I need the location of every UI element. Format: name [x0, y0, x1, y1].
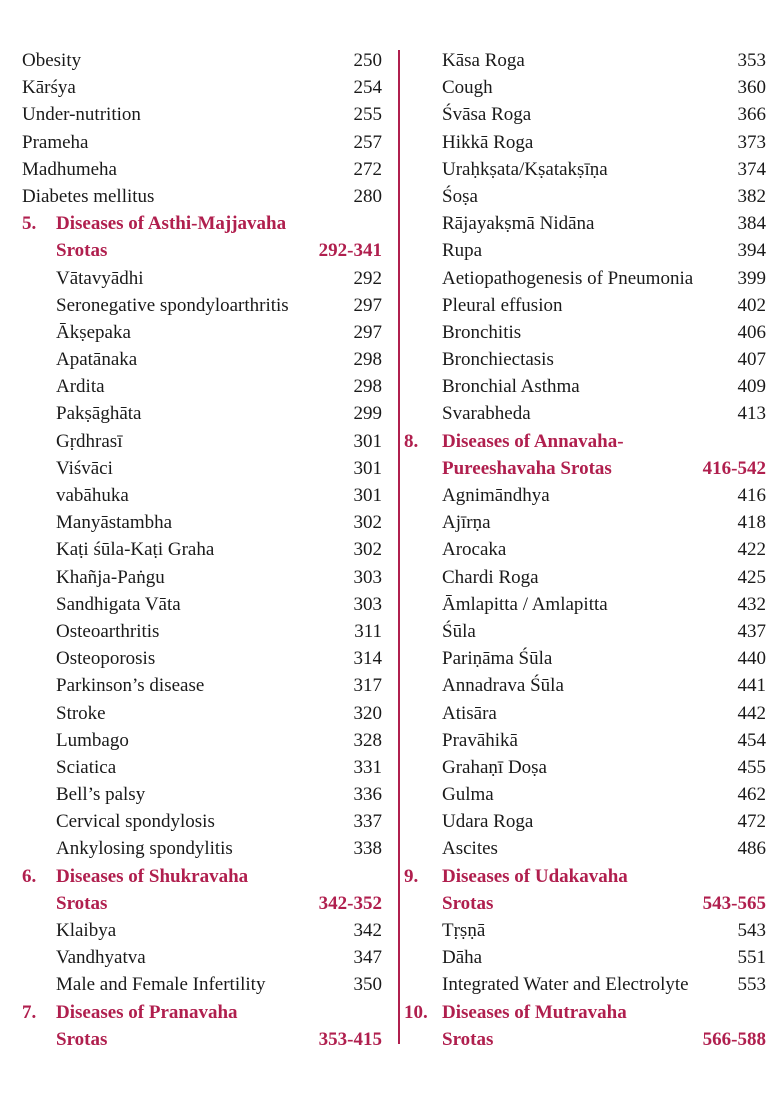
toc-entry-row — [396, 129, 780, 156]
toc-entry-row — [0, 727, 386, 754]
section-title: Diseases of Asthi-Majjavaha — [56, 213, 287, 235]
entry-page-number: 402 — [737, 294, 766, 316]
entry-page-number: 338 — [353, 838, 382, 860]
entry-page-number: 254 — [353, 77, 382, 99]
entry-page-number: 292 — [353, 267, 382, 289]
toc-entry-row — [0, 781, 386, 808]
entry-label: Hikkā Roga — [442, 131, 534, 153]
entry-label: Male and Female Infertility — [56, 974, 266, 996]
entry-page-number: 416 — [737, 485, 766, 506]
entry-page-number: 337 — [353, 811, 382, 833]
entry-label: Bronchial Asthma — [442, 376, 580, 398]
entry-page-number: 350 — [353, 974, 382, 996]
entry-label: Grahaṇī Doṣa — [442, 756, 547, 778]
entry-page-number: 455 — [737, 756, 766, 778]
entry-label: Bronchiectasis — [442, 349, 554, 371]
entry-label: Rupa — [442, 240, 483, 262]
entry-label: Stroke — [56, 702, 106, 724]
entry-label: Diabetes mellitus — [22, 185, 155, 207]
entry-page-number: 374 — [737, 158, 766, 180]
toc-entry-row — [0, 319, 386, 346]
toc-heading-row — [396, 428, 780, 455]
toc-heading-row — [0, 863, 386, 890]
toc-entry-row — [396, 917, 780, 944]
entry-label: Ardita — [56, 376, 105, 398]
toc-heading-row — [396, 1026, 780, 1053]
entry-label: Sciatica — [56, 756, 117, 778]
entry-label: Sandhigata Vāta — [56, 593, 181, 615]
entry-label: Udara Roga — [442, 811, 534, 833]
section-title: Diseases of Pranavaha — [56, 1001, 238, 1023]
entry-page-number: 299 — [353, 403, 382, 425]
entry-page-number: 454 — [737, 729, 766, 751]
toc-entry-row — [0, 129, 386, 156]
section-page-range: 342-352 — [318, 892, 382, 914]
entry-page-number: 462 — [737, 784, 766, 806]
entry-page-number: 382 — [737, 185, 766, 207]
toc-entry-row — [396, 346, 780, 373]
entry-label: Khañja-Paṅgu — [56, 566, 165, 588]
toc-entry-row — [0, 536, 386, 563]
entry-page-number: 425 — [737, 566, 766, 588]
toc-entry-row — [396, 482, 780, 509]
toc-entry-row — [0, 455, 386, 482]
toc-entry-row — [396, 74, 780, 101]
entry-label: Madhumeha — [22, 158, 117, 180]
toc-heading-row — [0, 999, 386, 1026]
toc-entry-row — [396, 835, 780, 862]
entry-page-number: 472 — [737, 811, 766, 833]
toc-entry-row — [0, 700, 386, 727]
toc-entry-row — [396, 156, 780, 183]
toc-entry-row — [396, 373, 780, 400]
entry-label: vabāhuka — [56, 485, 129, 506]
section-number: 6. — [22, 865, 37, 887]
entry-page-number: 347 — [353, 947, 382, 969]
entry-page-number: 432 — [737, 593, 766, 615]
toc-entry-row — [0, 971, 386, 998]
entry-label: Apatānaka — [56, 349, 138, 371]
toc-heading-row — [0, 210, 386, 237]
entry-label: Rājayakṣmā Nidāna — [442, 213, 595, 235]
section-title: Pureeshavaha Srotas — [442, 457, 612, 479]
toc-entry-row — [0, 428, 386, 455]
entry-label: Cough — [442, 77, 493, 99]
entry-label: Āmlapitta / Amlapitta — [442, 593, 608, 615]
entry-page-number: 302 — [353, 512, 382, 534]
section-title: Diseases of Shukravaha — [56, 865, 249, 887]
entry-page-number: 437 — [737, 620, 766, 642]
entry-page-number: 331 — [353, 756, 382, 778]
toc-entry-row — [0, 808, 386, 835]
entry-label: Ākṣepaka — [56, 321, 131, 343]
entry-label: Ascites — [442, 838, 498, 860]
toc-entry-row — [396, 645, 780, 672]
toc-entry-row — [396, 101, 780, 128]
entry-label: Vandhyatva — [56, 947, 146, 969]
toc-entry-row — [396, 509, 780, 536]
toc-entry-row — [0, 373, 386, 400]
toc-entry-row — [0, 101, 386, 128]
toc-heading-row — [0, 1026, 386, 1053]
entry-label: Seronegative spondyloarthritis — [56, 294, 289, 316]
entry-page-number: 551 — [737, 947, 766, 969]
section-title: Srotas — [442, 892, 494, 914]
entry-label: Chardi Roga — [442, 566, 539, 588]
section-title: Srotas — [56, 1028, 108, 1050]
entry-label: Vātavyādhi — [56, 267, 144, 289]
toc-entry-row — [0, 754, 386, 781]
toc-entry-row — [396, 319, 780, 346]
toc-entry-row — [0, 835, 386, 862]
entry-page-number: 553 — [737, 974, 766, 996]
toc-entry-row — [396, 210, 780, 237]
toc-entry-row — [0, 292, 386, 319]
section-title: Diseases of Mutravaha — [442, 1001, 627, 1023]
entry-label: Śūla — [442, 620, 476, 642]
toc-entry-row — [396, 536, 780, 563]
entry-label: Viśvāci — [56, 457, 113, 479]
entry-label: Pariṇāma Śūla — [442, 648, 553, 670]
entry-label: Svarabheda — [442, 403, 531, 425]
entry-label: Uraḥkṣata/Kṣatakṣīṇa — [442, 158, 608, 180]
entry-label: Agnimāndhya — [442, 485, 550, 506]
toc-entry-row — [396, 754, 780, 781]
entry-page-number: 302 — [353, 539, 382, 561]
section-title: Srotas — [56, 240, 108, 262]
entry-page-number: 280 — [353, 185, 382, 207]
entry-page-number: 366 — [737, 104, 766, 126]
toc-entry-row — [0, 672, 386, 699]
toc-entry-row — [396, 591, 780, 618]
toc-left-column — [0, 47, 386, 1053]
entry-label: Kārśya — [22, 77, 76, 99]
entry-page-number: 441 — [737, 675, 766, 697]
toc-entry-row — [396, 400, 780, 427]
toc-entry-row — [0, 482, 386, 509]
entry-label: Śoṣa — [442, 185, 478, 207]
entry-page-number: 298 — [353, 376, 382, 398]
entry-page-number: 543 — [737, 920, 766, 941]
section-number: 5. — [22, 213, 37, 235]
entry-label: Bell’s palsy — [56, 784, 146, 806]
entry-page-number: 303 — [353, 593, 382, 615]
section-title: Srotas — [442, 1028, 494, 1050]
toc-entry-row — [396, 47, 780, 74]
entry-page-number: 409 — [737, 376, 766, 398]
toc-entry-row — [396, 564, 780, 591]
entry-label: Ankylosing spondylitis — [56, 838, 233, 860]
section-page-range: 566-588 — [702, 1028, 766, 1050]
entry-label: Osteoporosis — [56, 648, 156, 670]
toc-entry-row — [396, 672, 780, 699]
entry-label: Bronchitis — [442, 321, 522, 343]
toc-entry-row — [396, 700, 780, 727]
entry-page-number: 314 — [353, 648, 382, 670]
toc-entry-row — [396, 808, 780, 835]
toc-entry-row — [396, 237, 780, 264]
entry-label: Tṛṣṇā — [442, 920, 486, 941]
toc-entry-row — [0, 74, 386, 101]
entry-label: Klaibya — [56, 920, 117, 941]
entry-page-number: 298 — [353, 349, 382, 371]
toc-entry-row — [0, 917, 386, 944]
toc-entry-row — [0, 183, 386, 210]
toc-entry-row — [396, 618, 780, 645]
toc-entry-row — [0, 509, 386, 536]
entry-page-number: 422 — [737, 539, 766, 561]
entry-page-number: 407 — [737, 349, 766, 371]
entry-page-number: 317 — [353, 675, 382, 697]
toc-entry-row — [0, 47, 386, 74]
entry-label: Dāha — [442, 947, 483, 969]
toc-entry-row — [0, 156, 386, 183]
entry-page-number: 297 — [353, 294, 382, 316]
toc-right-column — [396, 47, 780, 1053]
toc-heading-row — [0, 237, 386, 264]
entry-page-number: 399 — [737, 267, 766, 289]
toc-heading-row — [0, 890, 386, 917]
toc-entry-row — [396, 971, 780, 998]
entry-label: Gulma — [442, 784, 494, 806]
section-page-range: 543-565 — [702, 892, 766, 914]
entry-label: Arocaka — [442, 539, 507, 561]
entry-label: Kāsa Roga — [442, 50, 525, 71]
section-page-range: 416-542 — [702, 457, 766, 479]
entry-page-number: 442 — [737, 702, 766, 724]
section-title: Diseases of Annavaha- — [442, 430, 624, 452]
entry-label: Gṛdhrasī — [56, 430, 123, 452]
toc-entry-row — [0, 265, 386, 292]
section-number: 7. — [22, 1001, 37, 1023]
entry-label: Pravāhikā — [442, 729, 518, 751]
entry-page-number: 303 — [353, 566, 382, 588]
entry-label: Pakṣāghāta — [56, 403, 142, 425]
toc-entry-row — [0, 400, 386, 427]
entry-page-number: 272 — [353, 158, 382, 180]
entry-label: Aetiopathogenesis of Pneumonia — [442, 267, 694, 289]
entry-page-number: 311 — [354, 620, 382, 642]
entry-label: Prameha — [22, 131, 89, 153]
entry-page-number: 440 — [737, 648, 766, 670]
entry-page-number: 342 — [353, 920, 382, 941]
toc-entry-row — [396, 944, 780, 971]
entry-page-number: 384 — [737, 213, 766, 235]
toc-entry-row — [0, 618, 386, 645]
entry-label: Ajīrṇa — [442, 512, 491, 534]
entry-label: Śvāsa Roga — [442, 104, 532, 126]
section-page-range: 353-415 — [318, 1028, 382, 1050]
entry-label: Integrated Water and Electrolyte — [442, 974, 689, 996]
entry-label: Pleural effusion — [442, 294, 563, 316]
toc-heading-row — [396, 999, 780, 1026]
entry-page-number: 373 — [737, 131, 766, 153]
entry-label: Cervical spondylosis — [56, 811, 215, 833]
toc-entry-row — [0, 346, 386, 373]
toc-heading-row — [396, 890, 780, 917]
toc-entry-row — [0, 591, 386, 618]
entry-page-number: 301 — [353, 457, 382, 479]
entry-page-number: 250 — [353, 50, 382, 71]
toc-heading-row — [396, 863, 780, 890]
entry-page-number: 257 — [353, 131, 382, 153]
section-number: 9. — [404, 865, 419, 887]
entry-label: Lumbago — [56, 729, 129, 751]
entry-page-number: 353 — [737, 50, 766, 71]
toc-entry-row — [0, 944, 386, 971]
entry-label: Obesity — [22, 50, 82, 71]
entry-label: Manyāstambha — [56, 512, 173, 534]
entry-page-number: 328 — [353, 729, 382, 751]
entry-page-number: 406 — [737, 321, 766, 343]
toc-entry-row — [0, 645, 386, 672]
toc-entry-row — [396, 727, 780, 754]
entry-page-number: 394 — [737, 240, 766, 262]
entry-page-number: 486 — [737, 838, 766, 860]
entry-label: Kaṭi śūla-Kaṭi Graha — [56, 539, 215, 561]
section-number: 10. — [404, 1001, 428, 1023]
entry-label: Under-nutrition — [22, 104, 141, 126]
toc-entry-row — [0, 564, 386, 591]
toc-entry-row — [396, 183, 780, 210]
toc-entry-row — [396, 292, 780, 319]
section-title: Diseases of Udakavaha — [442, 865, 628, 887]
section-page-range: 292-341 — [318, 240, 382, 262]
toc-entry-row — [396, 265, 780, 292]
entry-page-number: 301 — [353, 485, 382, 506]
section-title: Srotas — [56, 892, 108, 914]
toc-entry-row — [396, 781, 780, 808]
entry-page-number: 320 — [353, 702, 382, 724]
entry-label: Parkinson’s disease — [56, 675, 205, 697]
entry-label: Osteoarthritis — [56, 620, 160, 642]
entry-page-number: 255 — [353, 104, 382, 126]
section-number: 8. — [404, 430, 419, 452]
entry-label: Annadrava Śūla — [442, 675, 564, 697]
entry-page-number: 301 — [353, 430, 382, 452]
entry-page-number: 418 — [737, 512, 766, 534]
entry-page-number: 297 — [353, 321, 382, 343]
entry-page-number: 413 — [737, 403, 766, 425]
entry-page-number: 336 — [353, 784, 382, 806]
toc-heading-row — [396, 455, 780, 482]
entry-page-number: 360 — [737, 77, 766, 99]
entry-label: Atisāra — [442, 702, 497, 724]
